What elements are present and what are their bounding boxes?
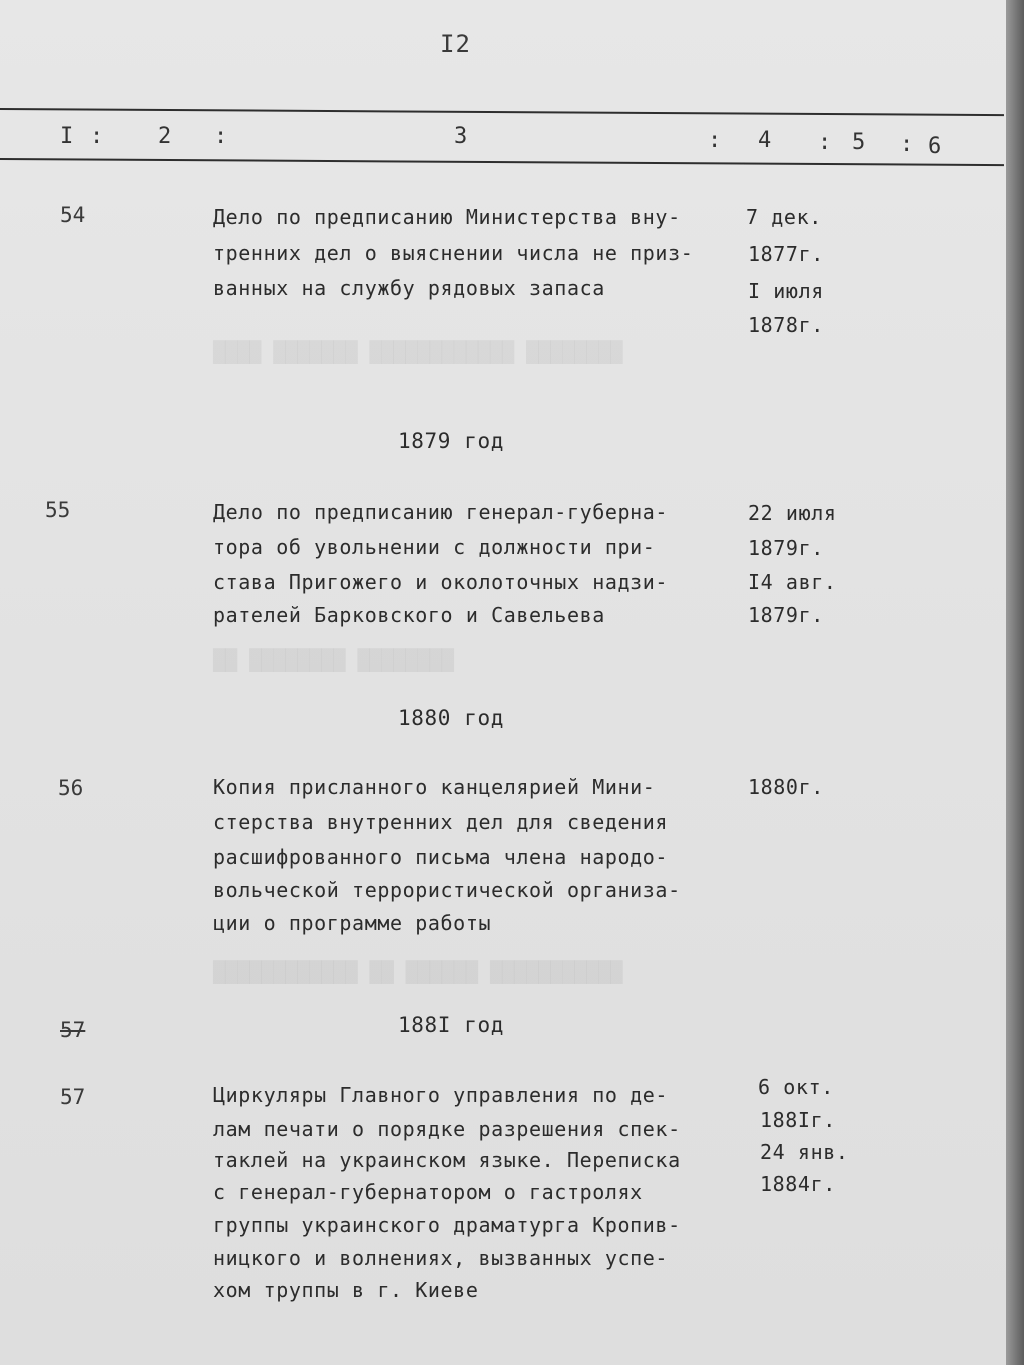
entry-date: 1878г. [748,313,824,337]
bleed-through: ██ ████████ ████████ [213,648,454,672]
entry-number: 55 [45,498,71,522]
page-number: I2 [440,30,471,58]
entry-date: 6 окт. [758,1075,834,1099]
column-separator: : [900,132,914,157]
entry-date: 1884г. [760,1172,836,1196]
entry-number: 56 [58,776,84,800]
table-header-top-rule [0,108,1004,116]
entry-text-line: Циркуляры Главного управления по де- [213,1083,669,1107]
entry-text-line: Копия присланного канцелярией Мини- [213,775,656,799]
entry-text-line: рателей Барковского и Савельева [213,603,605,627]
column-separator: : [214,124,228,149]
column-separator: : [818,130,832,155]
entry-text-line: стерства внутренних дел для сведения [213,810,669,834]
entry-date: 1879г. [748,536,824,560]
bleed-through: ████████████ ██ ██████ ███████████ [213,960,623,984]
entry-text-line: ции о программе работы [213,911,492,935]
entry-text-line: става Пригожего и околоточных надзи- [213,570,669,594]
entry-date: I4 авг. [748,570,837,594]
entry-text-line: хом труппы в г. Киеве [213,1278,479,1302]
entry-text-line: тора об увольнении с должности при- [213,535,656,559]
entry-text-line: ницкого и волнениях, вызванных успе- [213,1246,669,1270]
column-header-4: 4 [758,128,772,153]
column-header-6: 6 [928,134,942,159]
entry-text-line: расшифрованного письма члена народо- [213,845,669,869]
entry-text-line: ванных на службу рядовых запаса [213,276,605,300]
page-edge-shadow [1006,0,1024,1365]
entry-text-line: группы украинского драматурга Кропив- [213,1213,681,1237]
entry-text-line: таклей на украинском языке. Переписка [213,1148,681,1172]
bleed-through: ████ ███████ ████████████ ████████ [213,340,623,364]
entry-text-line: Дело по предписанию генерал-губерна- [213,500,669,524]
entry-date: 1877г. [748,242,824,266]
entry-date: I июля [748,279,824,303]
entry-text-line: вольческой террористической организа- [213,878,681,902]
entry-date: 1879г. [748,603,824,627]
year-heading: 188I год [398,1013,504,1037]
column-header-2: 2 [158,124,172,149]
year-heading: 1879 год [398,429,504,453]
column-header-5: 5 [852,130,866,155]
entry-text-line: Дело по предписанию Министерства вну- [213,205,681,229]
entry-text-line: лам печати о порядке разрешения спек- [213,1117,681,1141]
entry-date: 22 июля [748,501,837,525]
entry-date: 1880г. [748,775,824,799]
year-heading: 1880 год [398,706,504,730]
struck-entry-number: 57 [60,1018,86,1042]
entry-number: 54 [60,203,86,227]
entry-date: 24 янв. [760,1140,849,1164]
column-separator: : [90,124,104,149]
entry-number: 57 [60,1085,86,1109]
entry-date: 188Iг. [760,1108,836,1132]
entry-date: 7 дек. [746,205,822,229]
entry-text-line: с генерал-губернатором о гастролях [213,1180,643,1204]
column-separator: : [708,128,722,153]
column-header-3: 3 [454,124,468,149]
table-header-bottom-rule [0,158,1004,166]
entry-text-line: тренних дел о выяснении числа не приз- [213,241,694,265]
column-header-1: I [60,124,74,149]
